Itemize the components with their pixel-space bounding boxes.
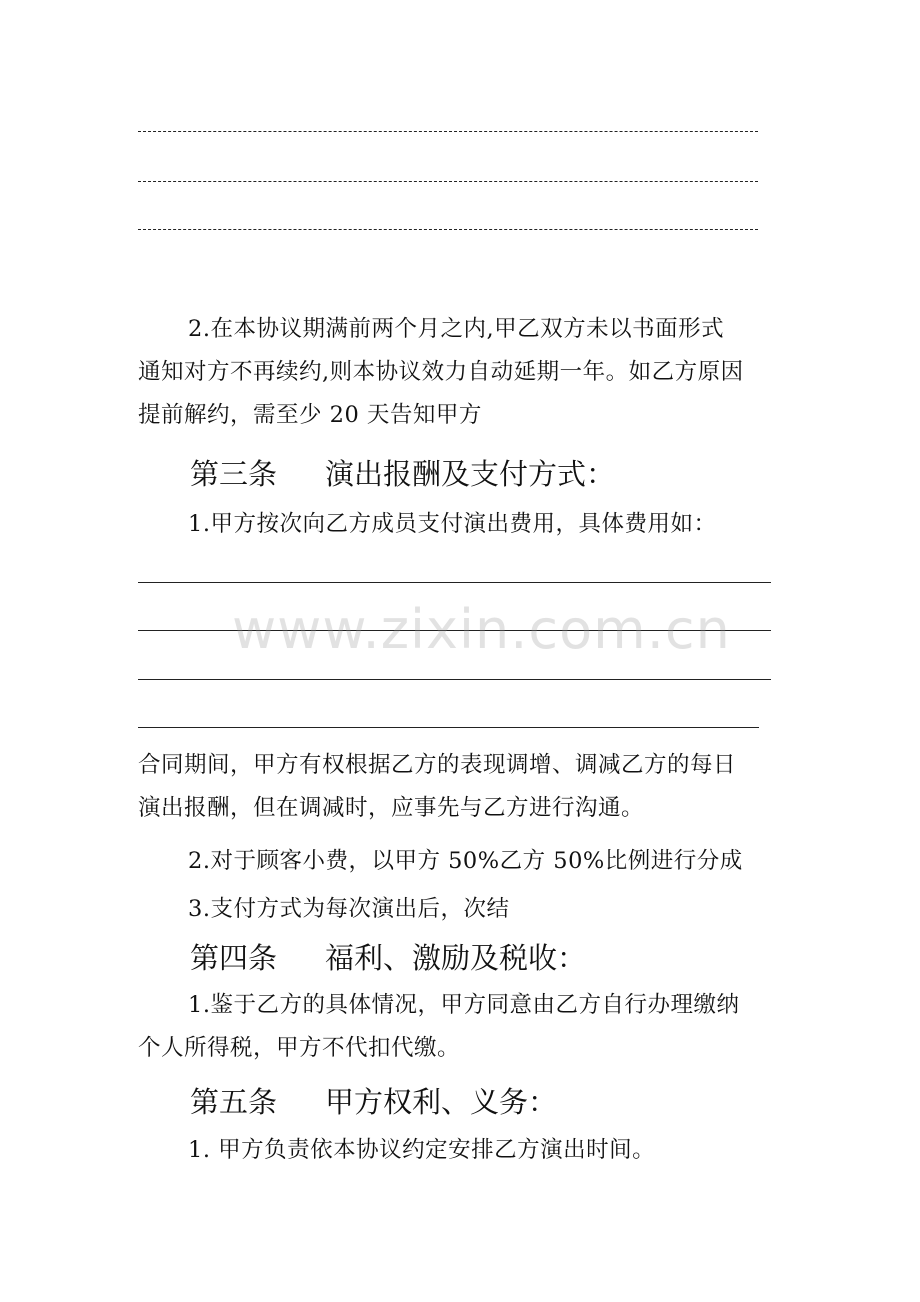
blank-line-2	[138, 181, 758, 182]
fee-line-3	[138, 679, 771, 680]
clause3-note-line1: 合同期间，甲方有权根据乙方的表现调增、调减乙方的每日	[138, 752, 737, 778]
clause5-item1: 1. 甲方负责依本协议约定安排乙方演出时间。	[188, 1137, 656, 1163]
clause3-heading	[190, 454, 615, 494]
clause2-item2-line1: 2.在本协议期满前两个月之内,甲乙双方未以书面形式	[188, 316, 725, 342]
clause3-number: 第三条	[190, 457, 278, 491]
clause3-title: 演出报酬及支付方式：	[325, 457, 616, 491]
clause4-item1-line1: 1.鉴于乙方的具体情况，甲方同意由乙方自行办理缴纳	[188, 992, 740, 1018]
clause4-heading	[190, 938, 586, 978]
clause5-title: 甲方权利、义务：	[325, 1085, 558, 1119]
fee-line-4	[138, 727, 759, 728]
clause3-item2: 2.对于顾客小费，以甲方 50%乙方 50%比例进行分成	[188, 848, 743, 874]
blank-line-3	[138, 229, 758, 230]
clause5-number: 第五条	[190, 1085, 278, 1119]
clause2-item2	[138, 308, 788, 437]
clause2-item2-line3: 提前解约，需至少 20 天告知甲方	[138, 402, 482, 428]
clause2-item2-line2: 通知对方不再续约,则本协议效力自动延期一年。如乙方原因	[138, 359, 744, 385]
watermark: www.zixin.com.cn	[232, 598, 731, 661]
clause3-item1: 1.甲方按次向乙方成员支付演出费用，具体费用如：	[188, 511, 717, 537]
clause4-title: 福利、激励及税收：	[325, 941, 587, 975]
clause5-heading	[190, 1082, 557, 1122]
clause3-note	[138, 744, 788, 830]
clause4-item1-line2: 个人所得税，甲方不代扣代缴。	[138, 1035, 461, 1061]
blank-line-1	[138, 131, 758, 132]
fee-line-2	[138, 630, 771, 631]
clause3-item3: 3.支付方式为每次演出后，次结	[188, 896, 510, 922]
clause4-item1	[138, 984, 788, 1070]
clause4-number: 第四条	[190, 941, 278, 975]
fee-line-1	[138, 582, 771, 583]
clause3-note-line2: 演出报酬，但在调减时，应事先与乙方进行沟通。	[138, 795, 645, 821]
